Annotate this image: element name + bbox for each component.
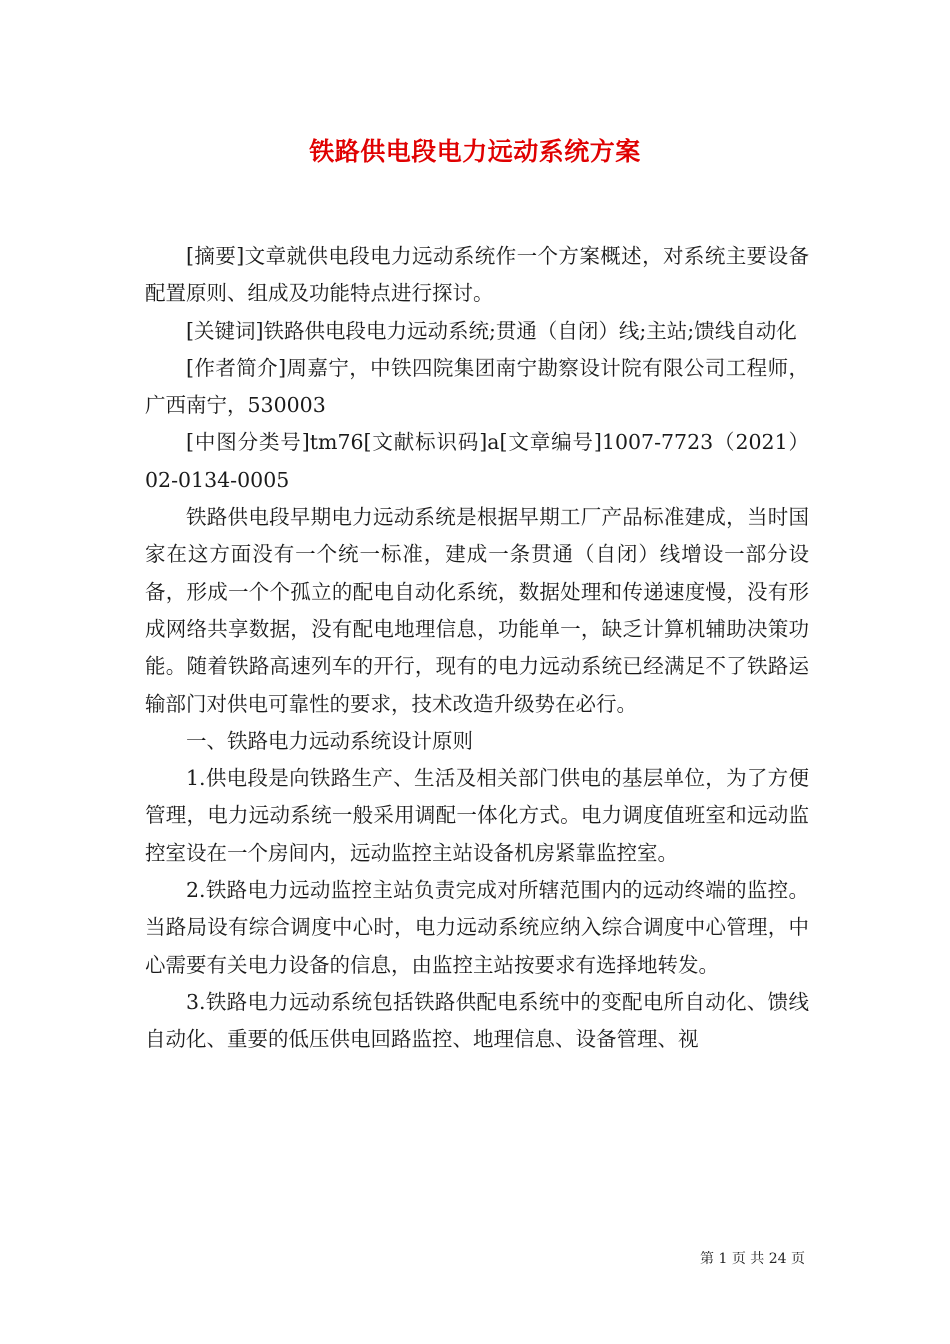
page-number: 第 1 页 共 24 页 xyxy=(700,1251,805,1267)
abstract-paragraph: [摘要]文章就供电段电力远动系统作一个方案概述，对系统主要设备配置原则、组成及功能特点进行探讨。 xyxy=(145,244,809,306)
document-body xyxy=(145,238,809,1059)
author-paragraph: [作者简介]周嘉宁，中铁四院集团南宁勘察设计院有限公司工程师，广西南宁，530003 xyxy=(145,355,809,418)
classification-paragraph: [中图分类号]tm76[文献标识码]a[文章编号]1007-7723（2021）02-0134-0005 xyxy=(145,430,809,492)
page-title: 铁路供电段电力远动系统方案 xyxy=(309,137,641,166)
principle-paragraph-3: 3.铁路电力远动系统包括铁路供配电系统中的变配电所自动化、馈线自动化、重要的低压供电回路监控、地理信息、设备管理、视 xyxy=(145,989,809,1052)
intro-paragraph: 铁路供电段早期电力远动系统是根据早期工厂产品标准建成，当时国家在这方面没有一个统一标准，建成一条贯通（自闭）线增设一部分设备，形成一个个孤立的配电自动化系统，数据处理和传递速度慢，没有形成网络共享数据，没有配电地理信息，功能单一，缺乏计算机辅助决策功能。随着铁路高速列车的开行，现有的电力远动系统已经满足不了铁路运输部门对供电可靠性的要求，技术改造升级势在必行。 xyxy=(145,505,809,716)
principle-paragraph-1: 1.供电段是向铁路生产、生活及相关部门供电的基层单位，为了方便管理，电力远动系统一般采用调配一体化方式。电力调度值班室和远动监控室设在一个房间内，远动监控主站设备机房紧靠监控室。 xyxy=(145,766,809,865)
principle-paragraph-2: 2.铁路电力远动监控主站负责完成对所辖范围内的远动终端的监控。当路局设有综合调度中心时，电力远动系统应纳入综合调度中心管理，中心需要有关电力设备的信息，由监控主站按要求有选择地转发。 xyxy=(145,878,809,977)
keywords-paragraph: [关键词]铁路供电段电力远动系统;贯通（自闭）线;主站;馈线自动化 xyxy=(186,318,797,343)
section-heading: 一、铁路电力远动系统设计原则 xyxy=(186,728,473,753)
